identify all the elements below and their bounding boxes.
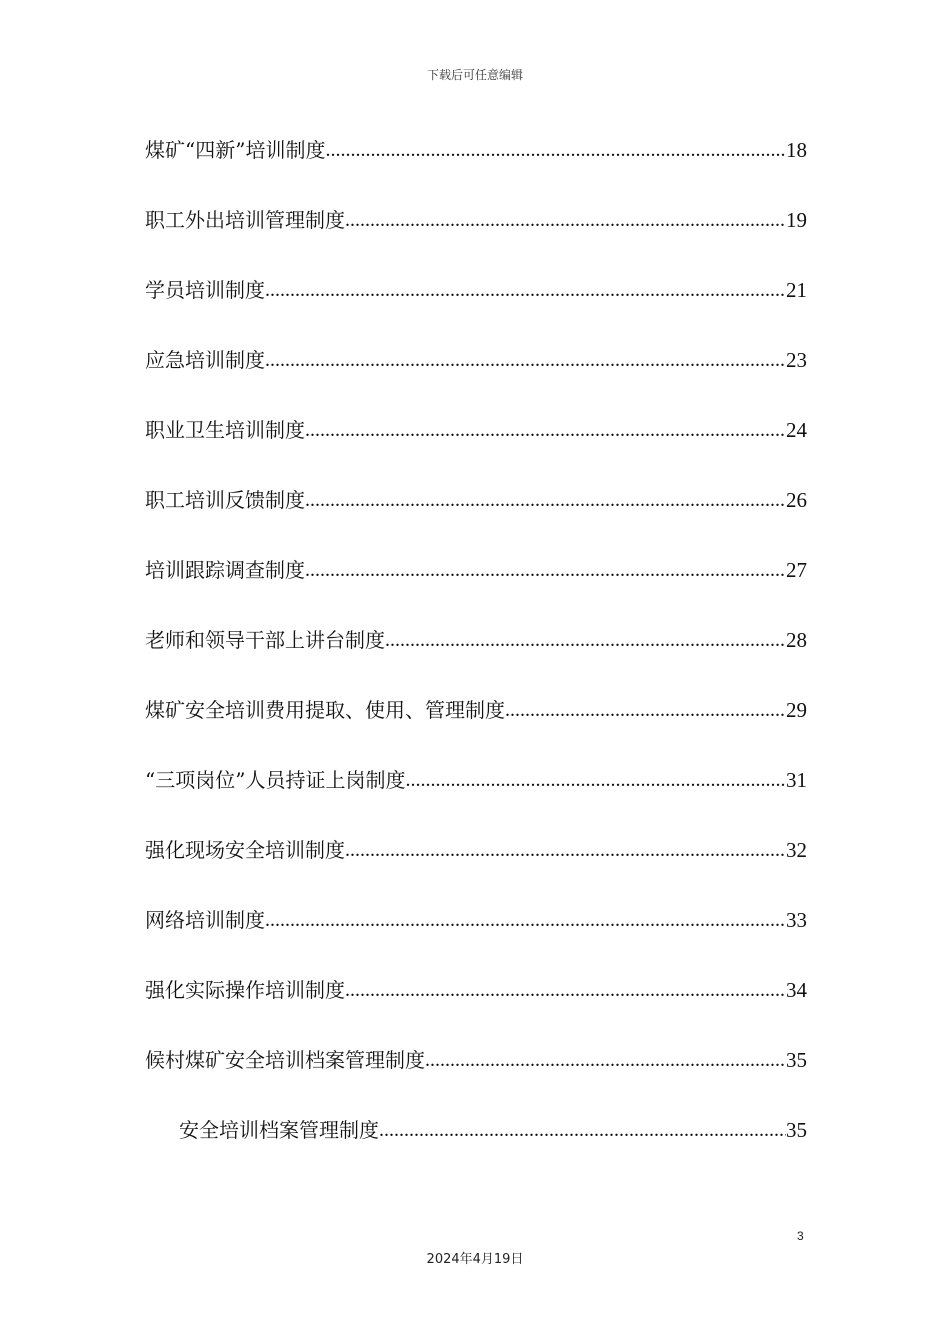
toc-entry[interactable] [145, 131, 807, 201]
toc-entry[interactable] [145, 901, 807, 971]
toc-entry[interactable] [145, 1041, 807, 1111]
toc-entry-page: 18 [786, 138, 807, 162]
toc-leader-dots [425, 1041, 786, 1079]
toc-entry-title: 网络培训制度 [145, 908, 265, 932]
toc-entry-title: 老师和领导干部上讲台制度 [145, 628, 385, 652]
toc-leader-dots [385, 621, 786, 659]
toc-entry[interactable] [145, 761, 807, 831]
toc-entry-title: 应急培训制度 [145, 348, 265, 372]
toc-entry-page: 23 [786, 348, 807, 372]
toc-entry-title: 职业卫生培训制度 [145, 418, 305, 442]
toc-entry-page: 34 [786, 978, 807, 1002]
toc-entry[interactable] [145, 691, 807, 761]
toc-entry-page: 35 [786, 1048, 807, 1072]
toc-entry-page: 33 [786, 908, 807, 932]
toc-entry-page: 26 [786, 488, 807, 512]
toc-entry-page: 21 [786, 278, 807, 302]
toc-entry-title: 安全培训档案管理制度 [179, 1118, 379, 1142]
toc-entry-page: 31 [786, 768, 807, 792]
toc-entry-page: 19 [786, 208, 807, 232]
toc-leader-dots [265, 901, 786, 939]
toc-entry-page: 35 [786, 1118, 807, 1142]
toc-entry[interactable] [145, 271, 807, 341]
toc-leader-dots [305, 481, 786, 519]
toc-leader-dots [325, 131, 786, 169]
toc-entry-page: 28 [786, 628, 807, 652]
toc-entry-title: 学员培训制度 [145, 278, 265, 302]
toc-entry-title: 职工外出培训管理制度 [145, 208, 345, 232]
toc-entry[interactable] [145, 201, 807, 271]
toc-leader-dots [405, 761, 786, 799]
toc-leader-dots [345, 971, 786, 1009]
toc-entry[interactable] [145, 621, 807, 691]
toc-leader-dots [345, 201, 786, 239]
toc-entry[interactable] [145, 971, 807, 1041]
page-number: 3 [797, 1229, 804, 1243]
toc-entry[interactable] [145, 551, 807, 621]
toc-entry-title: “三项岗位”人员持证上岗制度 [145, 768, 406, 792]
toc-entry-title: 职工培训反馈制度 [145, 488, 305, 512]
toc-entry-page: 24 [786, 418, 807, 442]
toc-entry[interactable] [145, 411, 807, 481]
toc-entry[interactable] [145, 481, 807, 551]
toc-entry-title: 培训跟踪调查制度 [145, 558, 305, 582]
toc-leader-dots [379, 1111, 786, 1149]
toc-entry-page: 29 [786, 698, 807, 722]
toc-leader-dots [265, 341, 786, 379]
toc-subentry[interactable] [145, 1111, 807, 1181]
toc-entry-page: 27 [786, 558, 807, 582]
table-of-contents [145, 131, 807, 1181]
toc-entry-page: 32 [786, 838, 807, 862]
toc-entry[interactable] [145, 831, 807, 901]
toc-entry-title: 候村煤矿安全培训档案管理制度 [145, 1048, 425, 1072]
toc-entry-title: 煤矿安全培训费用提取、使用、管理制度 [145, 698, 505, 722]
toc-entry-title: 强化现场安全培训制度 [145, 838, 345, 862]
toc-leader-dots [265, 271, 786, 309]
toc-leader-dots [305, 551, 786, 589]
toc-leader-dots [305, 411, 786, 449]
toc-entry-title: 强化实际操作培训制度 [145, 978, 345, 1002]
toc-leader-dots [345, 831, 786, 869]
toc-entry[interactable] [145, 341, 807, 411]
footer-date: 2024年4月19日 [426, 1252, 524, 1267]
header-note: 下载后可任意编辑 [426, 68, 523, 82]
toc-leader-dots [505, 691, 786, 729]
toc-entry-title: 煤矿“四新”培训制度 [145, 138, 326, 162]
